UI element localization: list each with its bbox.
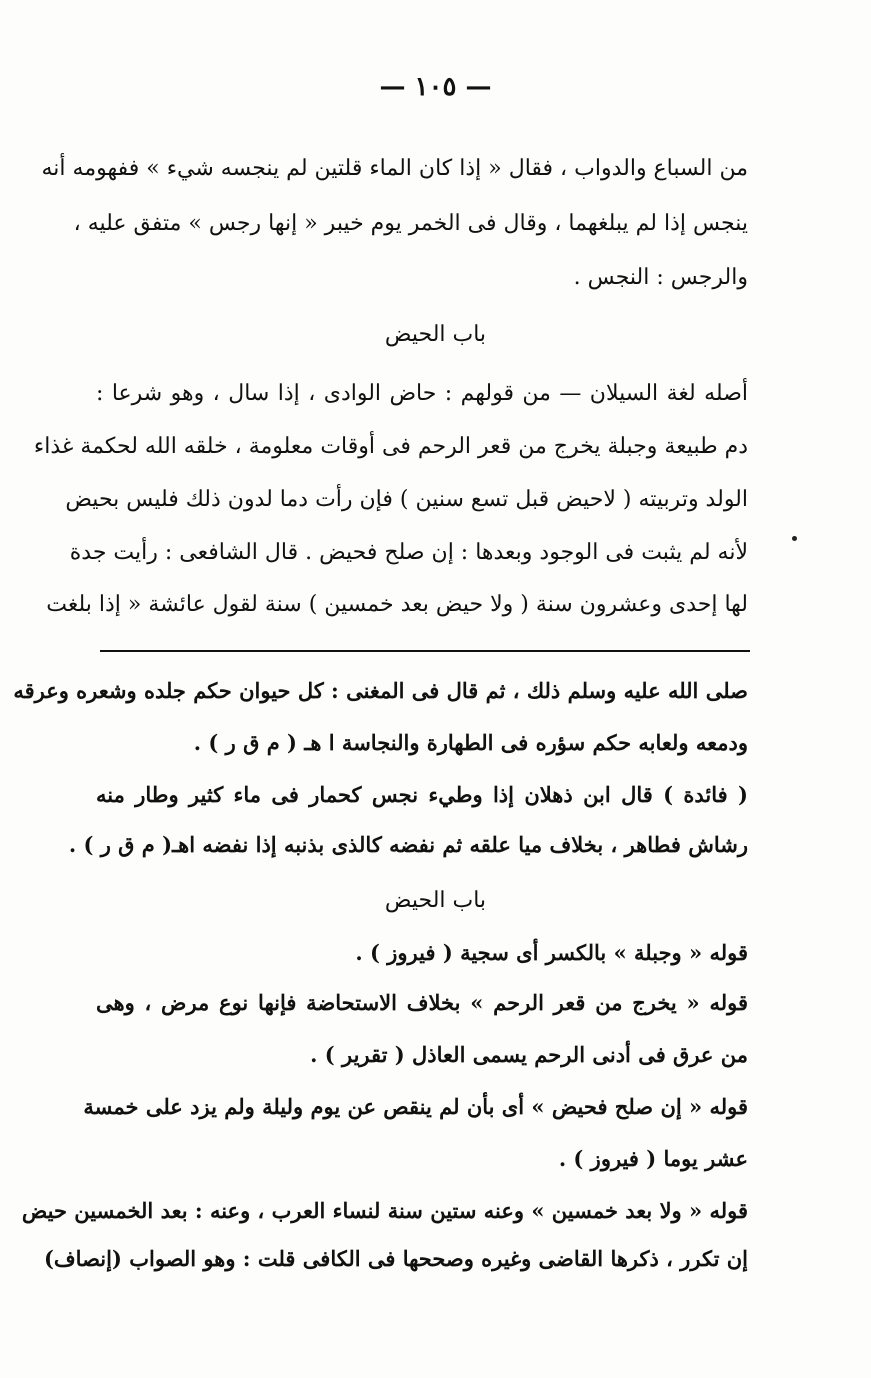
footnote-line: قوله « إن صلح فحيض » أى بأن لم ينقص عن يوم وليلة ولم يزد على خمسة <box>83 1094 748 1119</box>
text-line: لها إحدى وعشرون سنة ( ولا حيض بعد خمسين ) سنة لقول عائشة « إذا بلغت <box>46 592 748 617</box>
text-line: من السباع والدواب ، فقال « إذا كان الماء قلتين لم ينجسه شيء » ففهومه أنه <box>41 156 748 181</box>
footnote-line: قوله « يخرج من قعر الرحم » بخلاف الاستحاضة فإنها نوع مرض ، وهى <box>96 990 748 1015</box>
footnote-line: إن تكرر ، ذكرها القاضى وغيره وصححها فى الكافى قلت : وهو الصواب (إنصاف) <box>43 1246 748 1271</box>
text-line: لأنه لم يثبت فى الوجود وبعدها : إن صلح فحيض . قال الشافعى : رأيت جدة <box>69 540 748 565</box>
text-line: ينجس إذا لم يبلغهما ، وقال فى الخمر يوم خيبر « إنها رجس » متفق عليه ، <box>73 211 748 236</box>
footnote-line: رشاش فطاهر ، بخلاف ميا علقه ثم نفضه كالذى بذنبه إذا نفضه اهـ( م ق ر ) . <box>68 832 748 857</box>
footnote-line: عشر يوما ( فيروز ) . <box>558 1146 748 1171</box>
footnote-divider <box>100 650 750 652</box>
text-line: الولد وتربيته ( لاحيض قبل تسع سنين ) فإن رأت دما لدون ذلك فليس بحيض <box>65 487 748 512</box>
footnote-line: قوله « ولا بعد خمسين » وعنه ستين سنة لنساء العرب ، وعنه : بعد الخمسين حيض <box>21 1198 748 1223</box>
page-number: — ١٠٥ — <box>379 72 492 102</box>
footnote-line: ودمعه ولعابه حكم سؤره فى الطهارة والنجاسة ا هـ ( م ق ر ) . <box>193 730 748 755</box>
margin-mark <box>792 536 797 541</box>
footnote-line: صلى الله عليه وسلم ذلك ، ثم قال فى المغنى : كل حيوان حكم جلده وشعره وعرقه <box>13 678 748 703</box>
text-line: دم طبيعة وجبلة يخرج من قعر الرحم فى أوقات معلومة ، خلقه الله لحكمة غذاء <box>33 434 748 459</box>
footnote-line: ( فائدة ) قال ابن ذهلان إذا وطيء نجس كحمار فى ماء كثير وطار منه <box>96 782 748 807</box>
footnote-line: قوله « وجبلة » بالكسر أى سجية ( فيروز ) . <box>355 940 748 965</box>
text-line: أصله لغة السيلان — من قولهم : حاض الوادى ، إذا سال ، وهو شرعا : <box>96 381 748 406</box>
text-line: والرجس : النجس . <box>573 265 748 290</box>
footnote-section-heading: باب الحيض <box>384 888 487 913</box>
footnote-line: من عرق فى أدنى الرحم يسمى العاذل ( تقرير ) . <box>310 1042 748 1067</box>
section-heading: باب الحيض <box>384 322 487 347</box>
